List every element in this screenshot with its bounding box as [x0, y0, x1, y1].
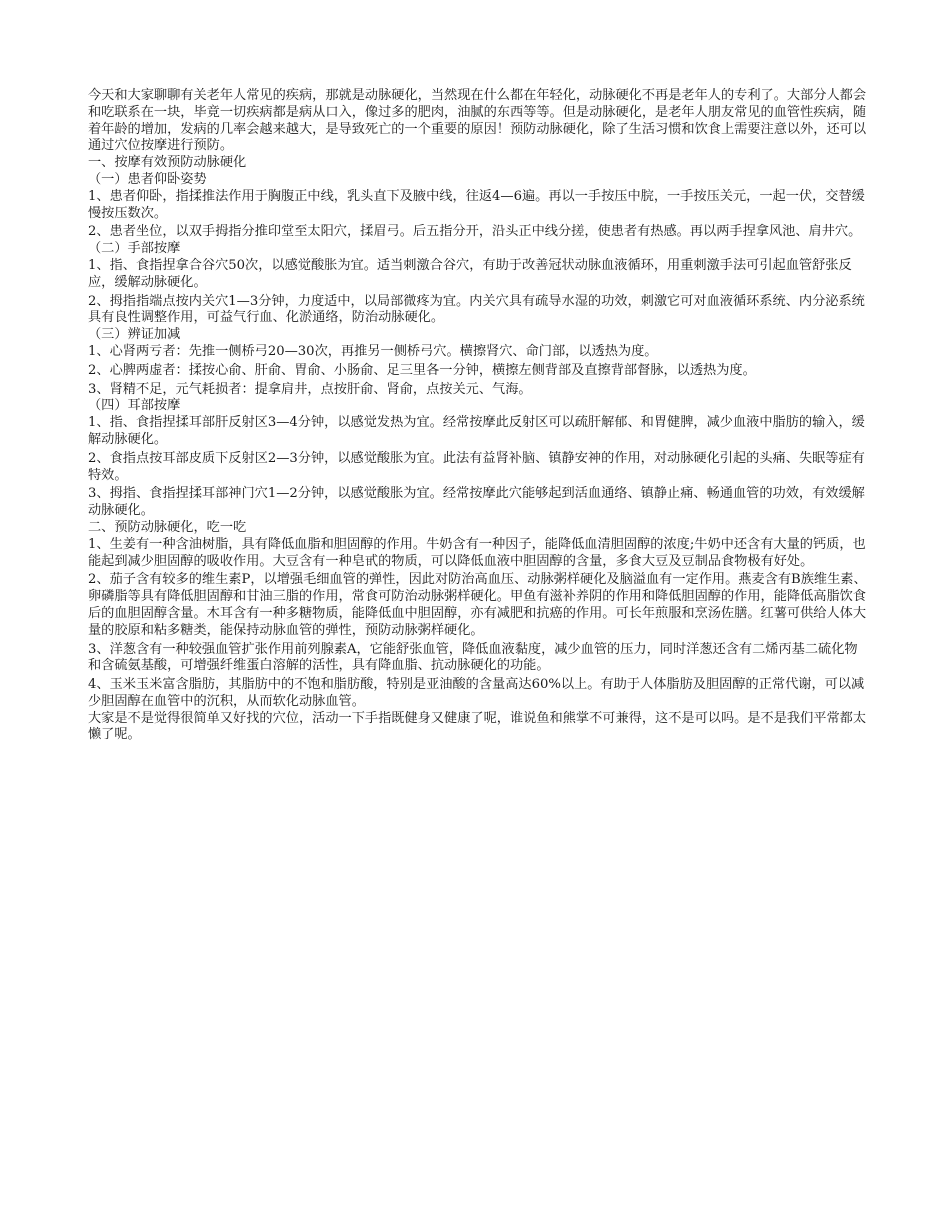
paragraph: 2、患者坐位，以双手拇指分推印堂至太阳穴，揉眉弓。后五指分开，沿头正中线分搓，使患者有热感。再以两手捏拿风池、肩井穴。 — [88, 224, 862, 240]
paragraph: 3、肾精不足，元气耗损者：提拿肩井，点按肝俞、肾俞，点按关元、气海。 — [88, 381, 532, 397]
subsection-heading: （二）手部按摩 — [88, 241, 181, 257]
paragraph: 1、患者仰卧，指揉推法作用于胸腹正中线，乳头直下及腋中线，往返4—6遍。再以一手按压中脘，一手按压关元，一起一伏，交替缓慢按压数次。 — [88, 188, 865, 221]
paragraph: 1、生姜有一种含油树脂，具有降低血脂和胆固醇的作用。牛奶含有一种因子，能降低血清胆固醇的浓度;牛奶中还含有大量的钙质，也能起到减少胆固醇的吸收作用。大豆含有一种皂甙的物质，可以降低血液中胆固醇的含量，多食大豆及豆制品食物极有好处。 — [88, 536, 866, 569]
section-heading: 一、按摩有效预防动脉硬化 — [88, 155, 247, 171]
paragraph: 4、玉米玉米富含脂肪，其脂肪中的不饱和脂肪酸，特别是亚油酸的含量高达60%以上。有助于人体脂肪及胆固醇的正常代谢，可以减少胆固醇在血管中的沉积，从而软化动脉血管。 — [88, 677, 865, 709]
subsection-heading: （四）耳部按摩 — [88, 398, 181, 414]
article — [88, 88, 868, 744]
subsection-heading: （一）患者仰卧姿势 — [88, 171, 207, 187]
paragraph: 2、茄子含有较多的维生素P，以增强毛细血管的弹性，因此对防治高血压、动脉粥样硬化及脑溢血有一定作用。燕麦含有B族维生素、卵磷脂等具有降低胆固醇和甘油三脂的作用，常食可防治动脉粥样硬化。甲鱼有滋补养阴的作用和降低胆固醇的作用，能降低高脂饮食后的血胆固醇含量。木耳含有一种多糖物质，能降低血中胆固醇，亦有减肥和抗癌的作用。可长年煎服和烹汤佐膳。红薯可供给人体大量的胶原和粘多糖类，能保持动脉血管的弹性，预防动脉粥样硬化。 — [88, 572, 867, 638]
paragraph: 2、食指点按耳部皮质下反射区2—3分钟，以感觉酸胀为宜。此法有益肾补脑、镇静安神的作用，对动脉硬化引起的头痛、失眠等症有特效。 — [88, 450, 865, 483]
closing-paragraph: 大家是不是觉得很简单又好找的穴位，活动一下手指既健身又健康了呢，谁说鱼和熊掌不可兼得，这不是可以吗。是不是我们平常都太懒了呢。 — [88, 710, 867, 743]
paragraph: 3、拇指、食指捏揉耳部神门穴1—2分钟，以感觉酸胀为宜。经常按摩此穴能够起到活血通络、镇静止痛、畅通血管的功效，有效缓解动脉硬化。 — [88, 486, 865, 519]
subsection-heading: （三）辨证加减 — [88, 327, 181, 343]
paragraph: 2、心脾两虚者：揉按心俞、肝俞、胃俞、小肠俞、足三里各一分钟，横擦左侧背部及直擦背部督脉，以透热为度。 — [88, 362, 756, 378]
paragraph: 1、心肾两亏者：先推一侧桥弓20—30次，再推另一侧桥弓穴。横擦肾穴、命门部，以透热为度。 — [88, 343, 658, 359]
paragraph: 1、指、食指捏拿合谷穴50次，以感觉酸胀为宜。适当刺激合谷穴，有助于改善冠状动脉血液循环，用重刺激手法可引起血管舒张反应，缓解动脉硬化。 — [88, 257, 852, 290]
paragraph: 3、洋葱含有一种较强血管扩张作用前列腺素A，它能舒张血管，降低血液黏度，减少血管的压力，同时洋葱还含有二烯丙基二硫化物和含硫氨基酸，可增强纤维蛋白溶解的活性，具有降血脂、抗动脉硬化的功能。 — [88, 641, 858, 674]
paragraph: 2、拇指指端点按内关穴1—3分钟，力度适中，以局部微疼为宜。内关穴具有疏导水湿的功效，刺激它可对血液循环系统、内分泌系统具有良性调整作用，可益气行血、化淤通络，防治动脉硬化。 — [88, 293, 865, 326]
section-heading: 二、预防动脉硬化，吃一吃 — [88, 519, 247, 535]
intro-paragraph: 今天和大家聊聊有关老年人常见的疾病，那就是动脉硬化，当然现在什么都在年轻化，动脉硬化不再是老年人的专利了。大部分人都会和吃联系在一块，毕竟一切疾病都是病从口入，像过多的肥肉，油腻的东西等等。但是动脉硬化，是老年人朋友常见的血管性疾病，随着年龄的增加，发病的几率会越来越大，是导致死亡的一个重要的原因！预防动脉硬化，除了生活习惯和饮食上需要注意以外，还可以通过穴位按摩进行预防。 — [88, 88, 867, 154]
paragraph: 1、指、食指捏揉耳部肝反射区3—4分钟，以感觉发热为宜。经常按摩此反射区可以疏肝解郁、和胃健脾，减少血液中脂肪的输入，缓解动脉硬化。 — [88, 415, 865, 447]
